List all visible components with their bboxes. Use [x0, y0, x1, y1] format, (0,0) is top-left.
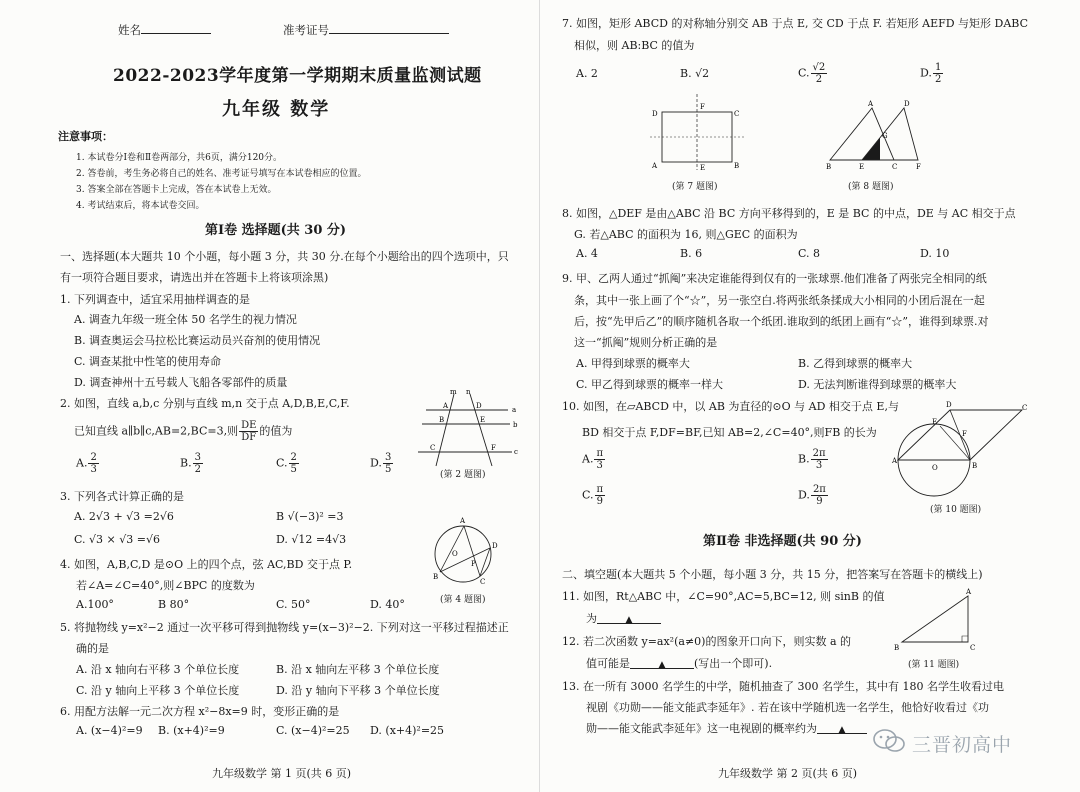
figure-11-diagram [892, 586, 982, 654]
label-m: m [450, 388, 457, 396]
q10-d-num: 2π [812, 484, 826, 495]
figure-2-diagram [418, 390, 518, 468]
q7-option-d [920, 62, 944, 85]
q8-option-b: B. 6 [680, 247, 703, 260]
section-1-heading: 第Ⅰ卷 选择题(共 30 分) [205, 223, 347, 238]
q6-option-a: A. (x−4)²=9 [76, 724, 143, 737]
exam-id-field [283, 22, 449, 38]
label-O: O [932, 464, 938, 472]
figure-8-diagram [822, 98, 922, 170]
q2-c-num: 2 [290, 452, 297, 463]
q2-a-den: 3 [90, 464, 97, 475]
q2-option-b-label: B. [180, 456, 192, 470]
q10-stem-line-1: 10. 如图，在▱ABCD 中，以 AB 为直径的⊙O 与 AD 相交于点 E,与 [562, 400, 899, 413]
q5-option-a: A. 沿 x 轴向右平移 3 个单位长度 [76, 663, 240, 676]
q8-option-a: A. 4 [576, 247, 598, 260]
right-angle-mark [962, 636, 968, 642]
q12-answer-blank [630, 657, 694, 669]
q9-option-b: B. 乙得到球票的概率大 [798, 357, 913, 370]
q11-stem-text: 为 [586, 612, 597, 625]
name-label: 姓名 [118, 23, 141, 37]
label-E: E [480, 416, 486, 424]
exam-id-label: 准考证号 [283, 23, 329, 37]
q2-b-num: 3 [194, 452, 201, 463]
q7-c-num: √2 [812, 62, 826, 73]
q10-option-a-label: A. [582, 452, 594, 466]
label-C: C [734, 110, 740, 118]
q10-b-den: 3 [815, 460, 823, 471]
q9-option-d: D. 无法判断谁得到球票的概率大 [798, 378, 957, 391]
label-F: F [491, 444, 496, 452]
q10-option-b-label: B. [798, 452, 810, 466]
q1-option-a: A. 调查九年级一班全体 50 名学生的视力情况 [74, 313, 297, 326]
q10-b-num: 2π [812, 448, 826, 459]
q8-stem-line-1: 8. 如图，△DEF 是由△ABC 沿 BC 方向平移得到的，E 是 BC 的中点，DE 与 AC 相交于点 [562, 207, 1016, 220]
q2-fraction-numerator: DE [241, 420, 257, 431]
label-D: D [476, 402, 482, 410]
label-D: D [652, 110, 658, 118]
label-C: C [892, 163, 898, 171]
label-C: C [970, 644, 976, 652]
label-D: D [904, 100, 910, 108]
label-E: E [859, 163, 865, 171]
q12-stem-text: 值可能是 [586, 657, 630, 670]
label-B: B [734, 162, 740, 170]
label-F: F [916, 163, 921, 171]
label-C: C [430, 444, 436, 452]
q12-stem-line-2 [586, 655, 772, 671]
q12-stem-tail: (写出一个即可). [694, 657, 773, 670]
segment-ab [440, 526, 464, 572]
label-F: F [962, 430, 967, 438]
label-D: D [492, 542, 498, 550]
q13-answer-blank [817, 722, 867, 734]
q6-stem: 6. 用配方法解一元二次方程 x²−8x=9 时，变形正确的是 [60, 705, 340, 718]
q3-option-a: A. 2√3 + √3 =2√6 [74, 510, 174, 523]
q10-c-num: π [596, 484, 604, 495]
q2-d-den: 5 [384, 464, 392, 475]
q11-stem-line-2 [586, 610, 661, 626]
q5-stem-line-1: 5. 将抛物线 y=x²−2 通过一次平移可得到抛物线 y=(x−3)²−2. 下列对这一平移过程描述正 [60, 621, 509, 634]
q4-option-c: C. 50° [276, 598, 311, 611]
q2-option-c [276, 452, 300, 475]
q13-stem-line-3 [586, 720, 867, 736]
label-B: B [894, 644, 900, 652]
q2-option-a [76, 452, 100, 475]
label-C: C [1022, 404, 1028, 412]
q4-stem-line-2: 若∠A=∠C=40°,则∠BPC 的度数为 [76, 579, 255, 592]
label-B: B [439, 416, 445, 424]
q3-option-c: C. √3 × √3 =√6 [74, 533, 160, 546]
notice-3: 3. 答案全部在答题卡上完成，答在本试卷上无效。 [76, 185, 277, 195]
q9-stem-line-4: 这一“抓阄”规则分析正确的是 [574, 336, 718, 349]
diagonal-bd [950, 410, 970, 460]
q2-option-d [370, 452, 394, 475]
exam-page-2 [540, 0, 1080, 792]
label-A: A [868, 100, 874, 108]
q11-blank-marker: ▲ [625, 615, 633, 625]
q10-a-den: 3 [596, 460, 603, 471]
q3-option-b: B √(−3)² =3 [276, 510, 344, 523]
label-n: n [466, 388, 471, 396]
q7-option-c [798, 62, 828, 85]
q2-stem-line-2 [74, 420, 292, 443]
q3-option-d: D. √12 =4√3 [276, 533, 347, 546]
q2-a-num: 2 [90, 452, 97, 463]
q2-b-den: 2 [194, 464, 201, 475]
circle-o [435, 526, 491, 582]
label-A: A [460, 517, 466, 525]
label-D: D [946, 401, 952, 409]
q7-stem-line-1: 7. 如图，矩形 ABCD 的对称轴分别交 AB 于点 E, 交 CD 于点 F. 若矩形 AEFD 与矩形 DABC [562, 17, 1029, 30]
page-2-footer: 九年级数学 第 2 页(共 6 页) [718, 767, 858, 780]
q1-option-b: B. 调查奥运会马拉松比赛运动员兴奋剂的使用情况 [74, 334, 321, 347]
q1-option-c: C. 调查某批中性笔的使用寿命 [74, 355, 222, 368]
figure-4 [428, 516, 498, 588]
q6-option-c: C. (x−4)²=25 [276, 724, 350, 737]
q12-stem-line-1: 12. 若二次函数 y=ax²(a≠0)的图象开口向下，则实数 a 的 [562, 635, 851, 648]
label-B: B [972, 462, 978, 470]
q10-c-den: 9 [596, 496, 603, 507]
figure-8-caption: (第 8 题图) [848, 182, 894, 192]
q5-option-c: C. 沿 y 轴向上平移 3 个单位长度 [76, 684, 240, 697]
figure-10-diagram [892, 400, 1032, 500]
q13-blank-marker: ▲ [838, 725, 846, 735]
q2-ratio-fraction [239, 420, 258, 443]
exam-title: 2022-2023学年度第一学期期末质量监测试题 [113, 66, 482, 86]
label-A: A [652, 162, 658, 170]
q5-option-b: B. 沿 x 轴向左平移 3 个单位长度 [276, 663, 440, 676]
section-2-intro: 二、填空题(本大题共 5 个小题，每小题 3 分，共 15 分，把答案写在答题卡的横线上) [562, 568, 983, 581]
q2-d-num: 3 [384, 452, 392, 463]
figure-10-caption: (第 10 题图) [930, 505, 982, 515]
figure-4-caption: (第 4 题图) [440, 595, 486, 605]
q7-option-a: A. 2 [576, 67, 598, 80]
q8-stem-line-2: G. 若△ABC 的面积为 16, 则△GEC 的面积为 [574, 228, 798, 241]
q2-stem-tail: 的值为 [259, 424, 293, 438]
q9-option-a: A. 甲得到球票的概率大 [576, 357, 690, 370]
label-E: E [700, 164, 706, 172]
wechat-icon [872, 728, 906, 754]
q2-option-c-label: C. [276, 456, 288, 470]
q9-stem-line-2: 条，其中一张上画了个“☆”，另一张空白.将两张纸条揉成大小相同的小团后混在一起 [574, 294, 985, 307]
q10-option-a [582, 448, 606, 471]
q6-option-b: B. (x+4)²=9 [158, 724, 225, 737]
q2-stem-line-1: 2. 如图，直线 a,b,c 分别与直线 m,n 交于点 A,D,B,E,C,F. [60, 397, 350, 410]
q4-option-d: D. 40° [370, 598, 405, 611]
label-F: F [700, 103, 705, 111]
figure-2-caption: (第 2 题图) [440, 470, 486, 480]
figure-4-diagram [428, 516, 498, 588]
q4-option-a: A.100° [76, 598, 114, 611]
q10-d-den: 9 [816, 496, 823, 507]
q10-stem-line-2: BD 相交于点 F,DF=BF,已知 AB=2,∠C=40°,则FB 的长为 [582, 426, 877, 439]
figure-2 [418, 390, 518, 468]
figure-7 [648, 92, 748, 172]
label-B: B [826, 163, 832, 171]
q2-stem-text: 已知直线 a∥b∥c,AB=2,BC=3,则 [74, 424, 239, 438]
q13-stem-line-2: 视剧《功勋——能文能武李延年》. 若在该中学随机选一名学生，他恰好收看过《功 [586, 701, 989, 714]
q2-option-d-label: D. [370, 456, 382, 470]
section-2-heading: 第Ⅱ卷 非选择题(共 90 分) [703, 534, 862, 549]
figure-11 [892, 586, 982, 654]
q6-option-d: D. (x+4)²=25 [370, 724, 445, 737]
q13-stem-line-1: 13. 在一所有 3000 名学生的中学，随机抽查了 300 名学生，其中有 180 名学生收看过电 [562, 680, 1004, 693]
q13-stem-text: 勋——能文能武李延年》这一电视剧的概率约为 [586, 722, 817, 735]
q7-d-num: 1 [934, 62, 942, 73]
name-field [118, 22, 211, 38]
label-O: O [452, 550, 458, 558]
exam-subtitle: 九年级 数学 [222, 99, 331, 120]
q8-option-c: C. 8 [798, 247, 821, 260]
label-A: A [443, 402, 449, 410]
q10-option-d-label: D. [798, 488, 810, 502]
q7-stem-line-2: 相似，则 AB:BC 的值为 [574, 39, 695, 52]
q2-fraction-denominator: DF [241, 432, 257, 443]
watermark-text: 三晋初高中 [912, 734, 1013, 756]
q2-c-den: 5 [290, 464, 297, 475]
q4-stem-line-1: 4. 如图，A,B,C,D 是⊙O 上的四个点，弦 AC,BD 交于点 P. [60, 558, 353, 571]
q10-option-c-label: C. [582, 488, 594, 502]
label-B: B [433, 573, 439, 581]
label-a: a [512, 406, 517, 414]
q2-option-a-label: A. [76, 456, 88, 470]
q10-option-b [798, 448, 829, 471]
exam-id-blank [329, 22, 449, 34]
label-C: C [480, 578, 486, 586]
q9-option-c: C. 甲乙得到球票的概率一样大 [576, 378, 724, 391]
q8-option-d: D. 10 [920, 247, 950, 260]
q10-option-c [582, 484, 606, 507]
q9-stem-line-1: 9. 甲、乙两人通过“抓阄”来决定谁能得到仅有的一张球票.他们准备了两张完全相同的纸 [562, 272, 987, 285]
q9-stem-line-3: 后，按“先甲后乙”的顺序随机各取一个纸团.谁取到的纸团上画有“☆”，谁得到球票.对 [574, 315, 989, 328]
q10-option-d [798, 484, 829, 507]
notice-4: 4. 考试结束后，将本试卷交回。 [76, 201, 205, 211]
q3-stem: 3. 下列各式计算正确的是 [60, 490, 184, 503]
q7-option-d-label: D. [920, 66, 932, 80]
section-1-intro-line-1: 一、选择题(本大题共 10 个小题，每小题 3 分，共 30 分.在每个小题给出的四个选项中，只 [60, 250, 509, 263]
q12-blank-marker: ▲ [658, 660, 666, 670]
q1-stem: 1. 下列调查中，适宜采用抽样调查的是 [60, 293, 250, 306]
q5-option-d: D. 沿 y 轴向下平移 3 个单位长度 [276, 684, 440, 697]
notice-heading: 注意事项： [58, 130, 113, 143]
chord-ac [464, 526, 480, 576]
figure-7-diagram [648, 92, 748, 172]
q7-d-den: 2 [934, 74, 942, 85]
q11-stem-line-1: 11. 如图，Rt△ABC 中，∠C=90°,AC=5,BC=12, 则 sinB 的值 [562, 590, 885, 603]
name-blank [141, 22, 211, 34]
label-b: b [513, 421, 518, 429]
q7-option-c-label: C. [798, 66, 810, 80]
q10-a-num: π [596, 448, 604, 459]
page-1-footer: 九年级数学 第 1 页(共 6 页) [212, 767, 352, 780]
section-1-intro-line-2: 有一项符合题目要求，请选出并在答题卡上将该项涂黑) [60, 271, 329, 284]
label-A: A [966, 588, 972, 596]
q1-option-d: D. 调查神州十五号载人飞船各零部件的质量 [74, 376, 288, 389]
notice-1: 1. 本试卷分Ⅰ卷和Ⅱ卷两部分，共6页，满分120分。 [76, 153, 283, 163]
label-A: A [892, 457, 898, 465]
right-triangle-abc [902, 596, 968, 642]
label-c: c [514, 448, 518, 456]
figure-8 [822, 98, 922, 170]
q11-answer-blank [597, 612, 661, 624]
wechat-icon-graphic [872, 728, 906, 754]
label-P: P [471, 560, 476, 568]
q2-option-b [180, 452, 204, 475]
q7-c-den: 2 [815, 74, 823, 85]
label-G: G [882, 132, 888, 140]
figure-7-caption: (第 7 题图) [672, 182, 718, 192]
q5-stem-line-2: 确的是 [76, 642, 109, 655]
label-E: E [932, 418, 938, 426]
q7-option-b: B. √2 [680, 67, 710, 80]
q4-option-b: B 80° [158, 598, 190, 611]
figure-10 [892, 400, 1032, 500]
figure-11-caption: (第 11 题图) [908, 660, 960, 670]
notice-2: 2. 答卷前，考生务必将自己的姓名、准考证号填写在本试卷相应的位置。 [76, 169, 367, 179]
